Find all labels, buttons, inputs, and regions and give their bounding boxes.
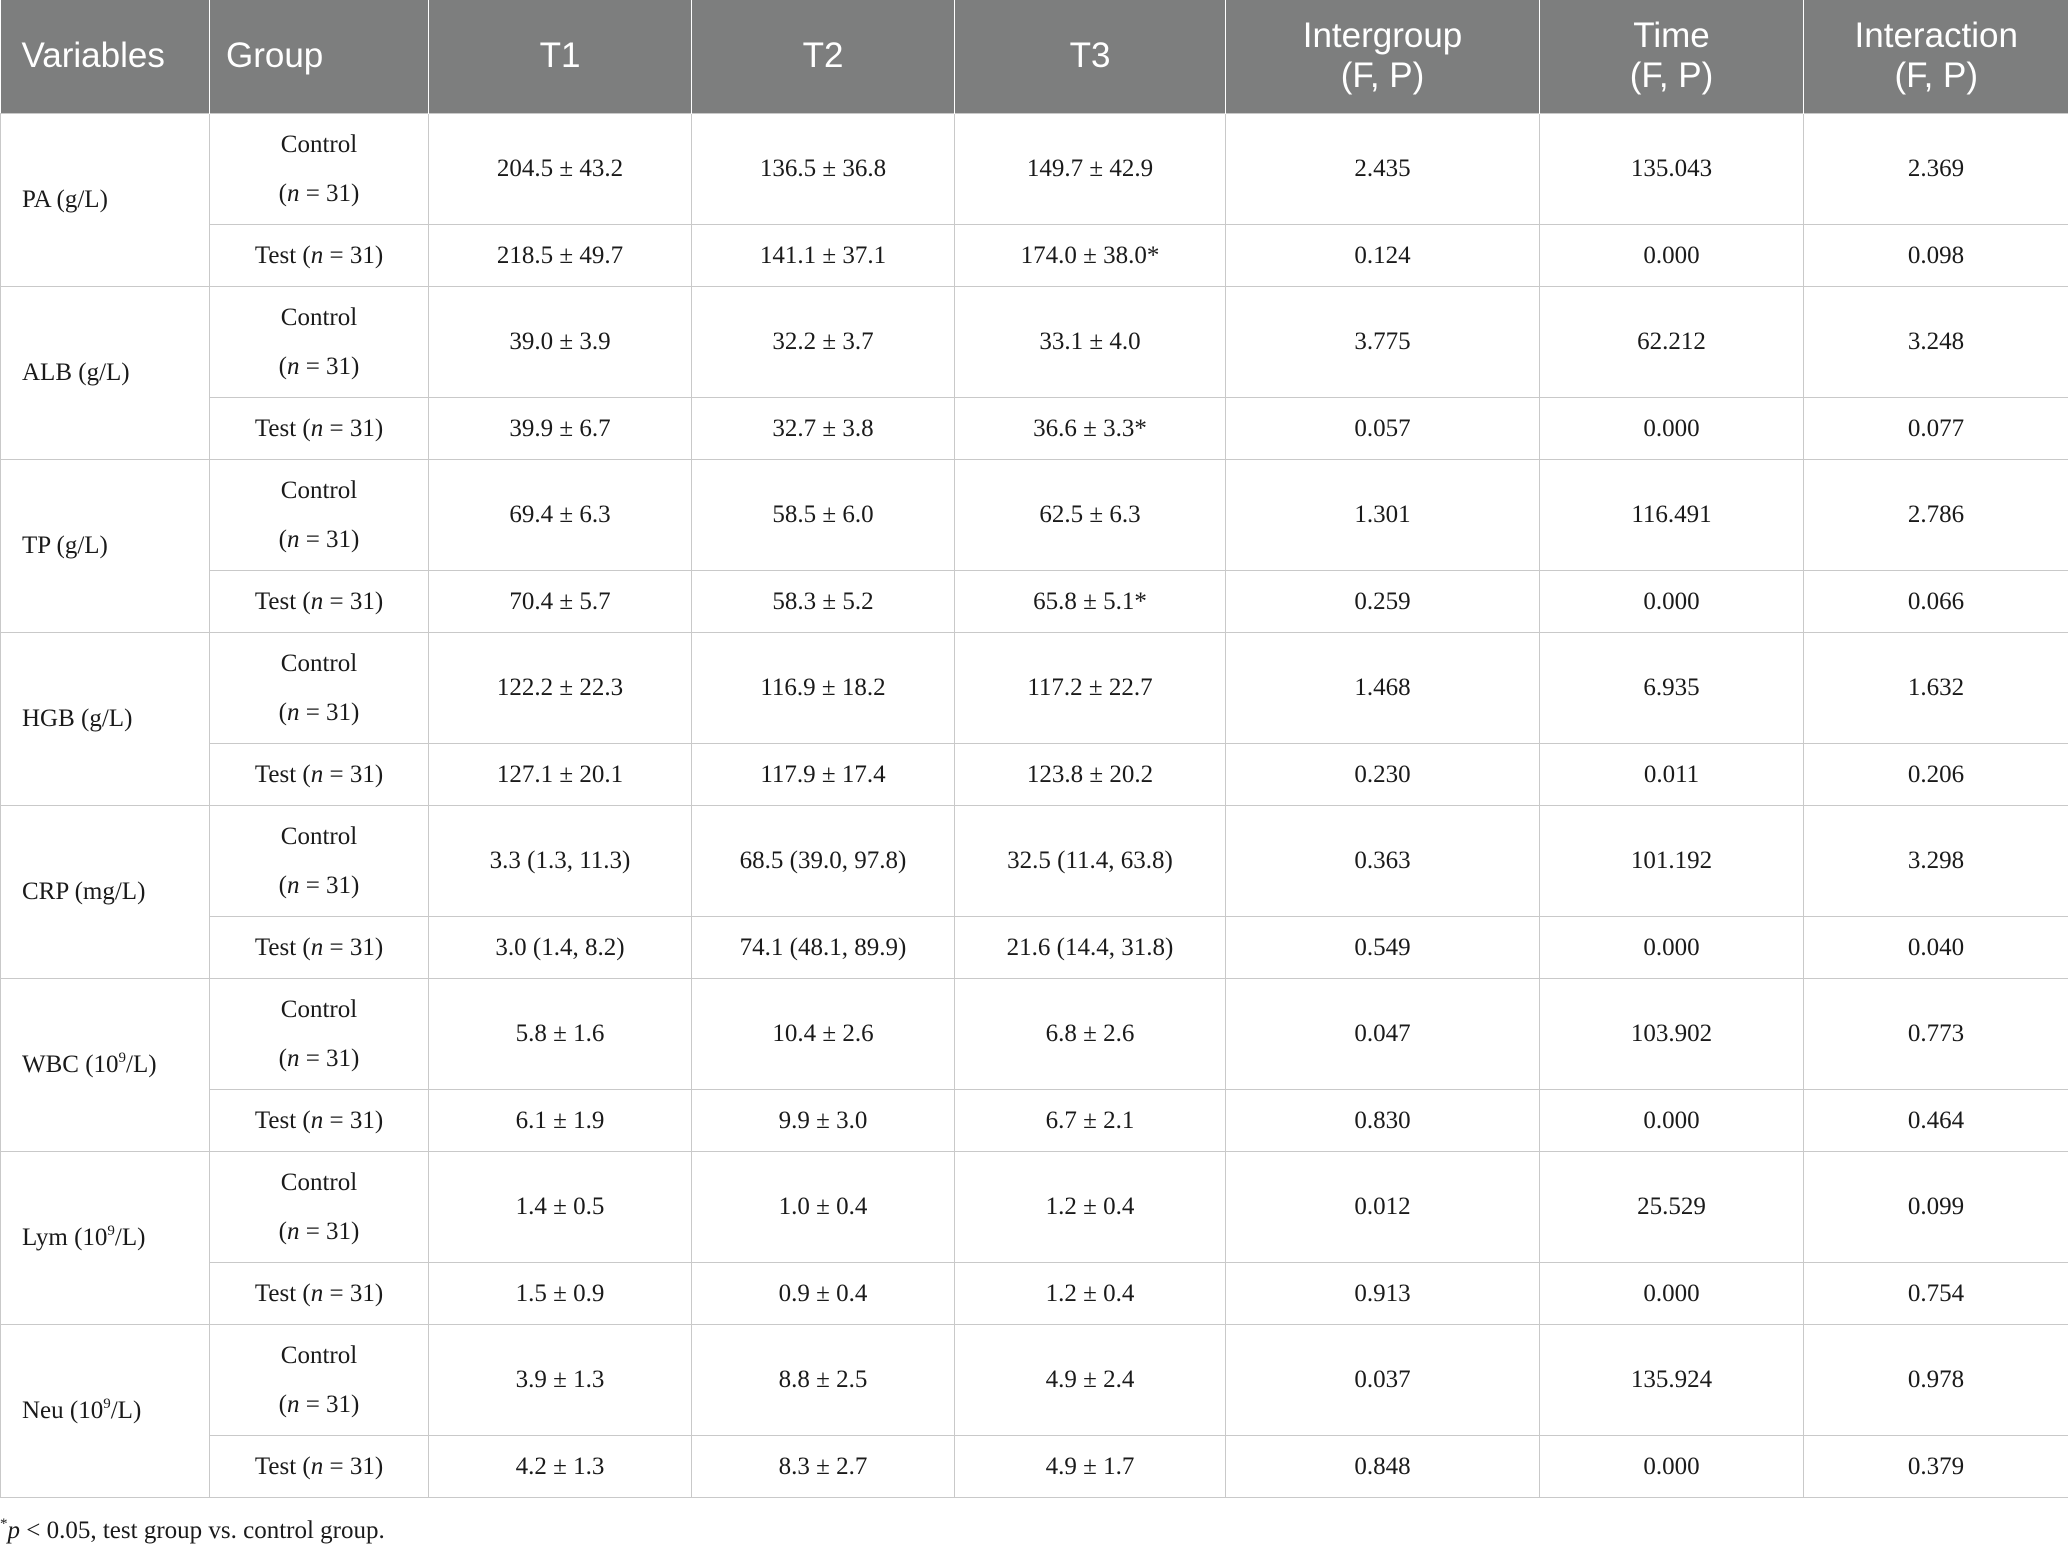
group-cell-test: [210, 916, 429, 978]
cell-test-interaction: 0.754: [1804, 1262, 2068, 1324]
group-cell-test: [210, 397, 429, 459]
cell-control-t2: 136.5 ± 36.8: [692, 113, 955, 224]
group-cell-test: [210, 224, 429, 286]
table-row: [1, 1151, 2068, 1262]
cell-test-t1: 6.1 ± 1.9: [429, 1089, 692, 1151]
variable-label-exponent: 9: [118, 1049, 127, 1066]
cell-test-t2: 32.7 ± 3.8: [692, 397, 955, 459]
group-n-value: = 31): [323, 1106, 384, 1134]
cell-test-t3: 65.8 ± 5.1*: [955, 570, 1226, 632]
header-interaction-line2: (F, P): [1894, 56, 1979, 96]
cell-test-t1: 39.9 ± 6.7: [429, 397, 692, 459]
cell-test-t1: 3.0 (1.4, 8.2): [429, 916, 692, 978]
header-time-line1: Time: [1633, 16, 1710, 56]
variable-label-suffix: /L): [110, 1397, 142, 1424]
cell-test-t3: 1.2 ± 0.4: [955, 1262, 1226, 1324]
header-time: [1540, 0, 1804, 113]
group-cell-test: [210, 1089, 429, 1151]
cell-test-time: 0.000: [1540, 397, 1804, 459]
cell-test-t3: 174.0 ± 38.0*: [955, 224, 1226, 286]
table-row: [1, 570, 2068, 632]
cell-test-intergroup: 0.124: [1226, 224, 1540, 286]
group-open-paren: (: [278, 352, 287, 380]
group-n-value: = 31): [299, 525, 360, 553]
cell-control-t3: 149.7 ± 42.9: [955, 113, 1226, 224]
cell-test-t2: 58.3 ± 5.2: [692, 570, 955, 632]
group-n-symbol: n: [286, 525, 300, 553]
cell-control-intergroup: 0.363: [1226, 805, 1540, 916]
group-cell-test: [210, 1435, 429, 1497]
header-row: [1, 0, 2068, 113]
variable-cell: [1, 1151, 210, 1324]
cell-control-t2: 58.5 ± 6.0: [692, 459, 955, 570]
group-n-symbol: n: [310, 933, 324, 961]
group-n-value: = 31): [299, 1044, 360, 1072]
group-cell-control: [210, 1151, 429, 1262]
cell-test-t2: 141.1 ± 37.1: [692, 224, 955, 286]
group-n-symbol: n: [286, 871, 300, 899]
group-n-value: = 31): [323, 241, 384, 269]
cell-control-t3: 32.5 (11.4, 63.8): [955, 805, 1226, 916]
group-n-value: = 31): [323, 1452, 384, 1480]
cell-control-intergroup: 1.301: [1226, 459, 1540, 570]
group-n-symbol: n: [310, 241, 324, 269]
cell-control-t2: 116.9 ± 18.2: [692, 632, 955, 743]
cell-control-time: 6.935: [1540, 632, 1804, 743]
table-body: [1, 113, 2068, 1497]
cell-control-t1: 3.3 (1.3, 11.3): [429, 805, 692, 916]
cell-control-t2: 8.8 ± 2.5: [692, 1324, 955, 1435]
cell-control-interaction: 0.099: [1804, 1151, 2068, 1262]
cell-test-interaction: 0.206: [1804, 743, 2068, 805]
variable-label-exponent: 9: [103, 1395, 111, 1412]
cell-control-intergroup: 1.468: [1226, 632, 1540, 743]
table-row: [1, 397, 2068, 459]
table-row: [1, 1262, 2068, 1324]
variable-label-prefix: WBC (10: [22, 1051, 119, 1078]
cell-control-intergroup: 0.037: [1226, 1324, 1540, 1435]
cell-control-time: 62.212: [1540, 286, 1804, 397]
group-n-value: = 31): [323, 414, 384, 442]
cell-test-time: 0.000: [1540, 916, 1804, 978]
header-interaction: [1804, 0, 2068, 113]
header-t1: T1: [429, 0, 692, 113]
group-control-label: Control: [280, 649, 358, 677]
group-n-symbol: n: [310, 587, 324, 615]
cell-control-interaction: 3.248: [1804, 286, 2068, 397]
group-test-label: Test (: [254, 1452, 311, 1480]
cell-control-t1: 204.5 ± 43.2: [429, 113, 692, 224]
cell-control-t2: 68.5 (39.0, 97.8): [692, 805, 955, 916]
cell-test-t2: 9.9 ± 3.0: [692, 1089, 955, 1151]
group-open-paren: (: [278, 1217, 287, 1245]
table-row: [1, 113, 2068, 224]
group-open-paren: (: [278, 179, 287, 207]
group-cell-control: [210, 978, 429, 1089]
table-row: [1, 805, 2068, 916]
group-test-label: Test (: [254, 414, 311, 442]
cell-test-t3: 6.7 ± 2.1: [955, 1089, 1226, 1151]
group-open-paren: (: [278, 698, 287, 726]
cell-control-interaction: 2.369: [1804, 113, 2068, 224]
group-control-label: Control: [280, 822, 358, 850]
group-n-symbol: n: [310, 1106, 324, 1134]
group-cell-control: [210, 805, 429, 916]
cell-control-intergroup: 0.012: [1226, 1151, 1540, 1262]
cell-test-t1: 218.5 ± 49.7: [429, 224, 692, 286]
cell-control-interaction: 0.978: [1804, 1324, 2068, 1435]
group-cell-control: [210, 286, 429, 397]
cell-test-time: 0.000: [1540, 224, 1804, 286]
group-n-value: = 31): [299, 1217, 360, 1245]
group-n-symbol: n: [286, 1390, 300, 1418]
cell-test-time: 0.000: [1540, 1089, 1804, 1151]
cell-test-t2: 8.3 ± 2.7: [692, 1435, 955, 1497]
variable-label: HGB (g/L): [22, 705, 133, 732]
cell-test-t1: 127.1 ± 20.1: [429, 743, 692, 805]
cell-test-intergroup: 0.259: [1226, 570, 1540, 632]
group-cell-control: [210, 1324, 429, 1435]
group-control-label: Control: [280, 130, 358, 158]
group-n-symbol: n: [286, 179, 300, 207]
header-intergroup-line2: (F, P): [1340, 56, 1425, 96]
table-row: [1, 224, 2068, 286]
header-time-line2: (F, P): [1629, 56, 1714, 96]
cell-control-t2: 10.4 ± 2.6: [692, 978, 955, 1089]
table-row: [1, 978, 2068, 1089]
cell-test-t1: 1.5 ± 0.9: [429, 1262, 692, 1324]
group-test-label: Test (: [254, 760, 311, 788]
variable-label-suffix: /L): [114, 1224, 146, 1251]
cell-test-intergroup: 0.830: [1226, 1089, 1540, 1151]
group-test-label: Test (: [254, 241, 311, 269]
table-row: [1, 1089, 2068, 1151]
cell-test-intergroup: 0.057: [1226, 397, 1540, 459]
cell-control-t1: 5.8 ± 1.6: [429, 978, 692, 1089]
cell-test-t2: 117.9 ± 17.4: [692, 743, 955, 805]
group-open-paren: (: [278, 871, 287, 899]
cell-control-time: 135.043: [1540, 113, 1804, 224]
cell-test-t3: 21.6 (14.4, 31.8): [955, 916, 1226, 978]
variable-cell: [1, 805, 210, 978]
header-variables: Variables: [1, 0, 210, 113]
table-row: [1, 1435, 2068, 1497]
footnote-star: *: [0, 1515, 8, 1532]
cell-test-t3: 123.8 ± 20.2: [955, 743, 1226, 805]
group-cell-test: [210, 743, 429, 805]
cell-test-t3: 4.9 ± 1.7: [955, 1435, 1226, 1497]
group-n-value: = 31): [323, 587, 384, 615]
variable-label-prefix: Neu (10: [22, 1397, 104, 1424]
group-n-symbol: n: [286, 1044, 300, 1072]
group-n-symbol: n: [310, 1452, 324, 1480]
cell-test-intergroup: 0.848: [1226, 1435, 1540, 1497]
table-row: [1, 459, 2068, 570]
cell-test-intergroup: 0.549: [1226, 916, 1540, 978]
group-cell-control: [210, 459, 429, 570]
group-n-value: = 31): [323, 760, 384, 788]
header-interaction-line1: Interaction: [1854, 16, 2018, 56]
variable-cell: [1, 113, 210, 286]
cell-test-interaction: 0.040: [1804, 916, 2068, 978]
variable-label: PA (g/L): [22, 186, 108, 213]
cell-control-time: 116.491: [1540, 459, 1804, 570]
group-n-value: = 31): [299, 179, 360, 207]
table-row: [1, 632, 2068, 743]
cell-test-interaction: 0.379: [1804, 1435, 2068, 1497]
group-test-label: Test (: [254, 933, 311, 961]
group-n-symbol: n: [310, 760, 324, 788]
cell-control-intergroup: 0.047: [1226, 978, 1540, 1089]
cell-control-t1: 122.2 ± 22.3: [429, 632, 692, 743]
variable-label: TP (g/L): [22, 532, 108, 559]
variable-cell: [1, 632, 210, 805]
cell-control-t1: 3.9 ± 1.3: [429, 1324, 692, 1435]
group-test-label: Test (: [254, 1279, 311, 1307]
variable-label-suffix: /L): [126, 1051, 157, 1078]
variable-label-exponent: 9: [107, 1222, 115, 1239]
table-row: [1, 286, 2068, 397]
cell-test-interaction: 0.066: [1804, 570, 2068, 632]
cell-control-t3: 33.1 ± 4.0: [955, 286, 1226, 397]
group-n-value: = 31): [299, 1390, 360, 1418]
group-n-symbol: n: [310, 414, 324, 442]
group-cell-test: [210, 570, 429, 632]
table-row: [1, 916, 2068, 978]
cell-control-intergroup: 3.775: [1226, 286, 1540, 397]
group-n-symbol: n: [310, 1279, 324, 1307]
header-intergroup-line1: Intergroup: [1302, 16, 1463, 56]
cell-test-interaction: 0.464: [1804, 1089, 2068, 1151]
table-row: [1, 743, 2068, 805]
group-n-symbol: n: [286, 698, 300, 726]
group-open-paren: (: [278, 1390, 287, 1418]
cell-control-t2: 1.0 ± 0.4: [692, 1151, 955, 1262]
cell-control-t1: 1.4 ± 0.5: [429, 1151, 692, 1262]
footnote: [0, 1517, 385, 1545]
variable-label: ALB (g/L): [22, 359, 130, 386]
group-test-label: Test (: [254, 1106, 311, 1134]
cell-control-time: 101.192: [1540, 805, 1804, 916]
cell-control-t3: 117.2 ± 22.7: [955, 632, 1226, 743]
variable-label-prefix: Lym (10: [22, 1224, 108, 1251]
group-control-label: Control: [280, 303, 358, 331]
group-n-symbol: n: [286, 352, 300, 380]
cell-control-time: 103.902: [1540, 978, 1804, 1089]
cell-control-time: 25.529: [1540, 1151, 1804, 1262]
cell-control-t3: 62.5 ± 6.3: [955, 459, 1226, 570]
group-n-value: = 31): [323, 1279, 384, 1307]
cell-test-time: 0.011: [1540, 743, 1804, 805]
cell-control-interaction: 0.773: [1804, 978, 2068, 1089]
cell-test-time: 0.000: [1540, 1435, 1804, 1497]
variable-cell: [1, 978, 210, 1151]
variable-cell: [1, 286, 210, 459]
cell-test-time: 0.000: [1540, 1262, 1804, 1324]
cell-control-t1: 69.4 ± 6.3: [429, 459, 692, 570]
group-n-value: = 31): [323, 933, 384, 961]
cell-test-interaction: 0.077: [1804, 397, 2068, 459]
cell-test-t2: 74.1 (48.1, 89.9): [692, 916, 955, 978]
variable-label: CRP (mg/L): [22, 878, 146, 905]
cell-test-t1: 70.4 ± 5.7: [429, 570, 692, 632]
group-n-value: = 31): [299, 698, 360, 726]
group-control-label: Control: [280, 995, 358, 1023]
cell-test-t1: 4.2 ± 1.3: [429, 1435, 692, 1497]
variable-cell: [1, 1324, 210, 1497]
header-t2: T2: [692, 0, 955, 113]
group-cell-control: [210, 113, 429, 224]
header-intergroup: [1226, 0, 1540, 113]
footnote-text: < 0.05, test group vs. control group.: [20, 1517, 385, 1544]
cell-test-intergroup: 0.913: [1226, 1262, 1540, 1324]
cell-test-t3: 36.6 ± 3.3*: [955, 397, 1226, 459]
group-cell-test: [210, 1262, 429, 1324]
cell-control-t2: 32.2 ± 3.7: [692, 286, 955, 397]
cell-control-interaction: 2.786: [1804, 459, 2068, 570]
group-cell-control: [210, 632, 429, 743]
cell-control-interaction: 1.632: [1804, 632, 2068, 743]
header-group: Group: [210, 0, 429, 113]
cell-control-t3: 1.2 ± 0.4: [955, 1151, 1226, 1262]
group-control-label: Control: [280, 1341, 358, 1369]
cell-control-interaction: 3.298: [1804, 805, 2068, 916]
cell-control-intergroup: 2.435: [1226, 113, 1540, 224]
cell-test-interaction: 0.098: [1804, 224, 2068, 286]
header-t3: T3: [955, 0, 1226, 113]
footnote-p-symbol: p: [7, 1517, 20, 1544]
group-n-value: = 31): [299, 352, 360, 380]
cell-test-intergroup: 0.230: [1226, 743, 1540, 805]
group-control-label: Control: [280, 1168, 358, 1196]
cell-control-t1: 39.0 ± 3.9: [429, 286, 692, 397]
cell-test-t2: 0.9 ± 0.4: [692, 1262, 955, 1324]
variable-cell: [1, 459, 210, 632]
cell-control-t3: 4.9 ± 2.4: [955, 1324, 1226, 1435]
group-n-symbol: n: [286, 1217, 300, 1245]
group-n-value: = 31): [299, 871, 360, 899]
table-row: [1, 1324, 2068, 1435]
group-control-label: Control: [280, 476, 358, 504]
cell-test-time: 0.000: [1540, 570, 1804, 632]
group-open-paren: (: [278, 525, 287, 553]
cell-control-t3: 6.8 ± 2.6: [955, 978, 1226, 1089]
cell-control-time: 135.924: [1540, 1324, 1804, 1435]
group-open-paren: (: [278, 1044, 287, 1072]
group-test-label: Test (: [254, 587, 311, 615]
